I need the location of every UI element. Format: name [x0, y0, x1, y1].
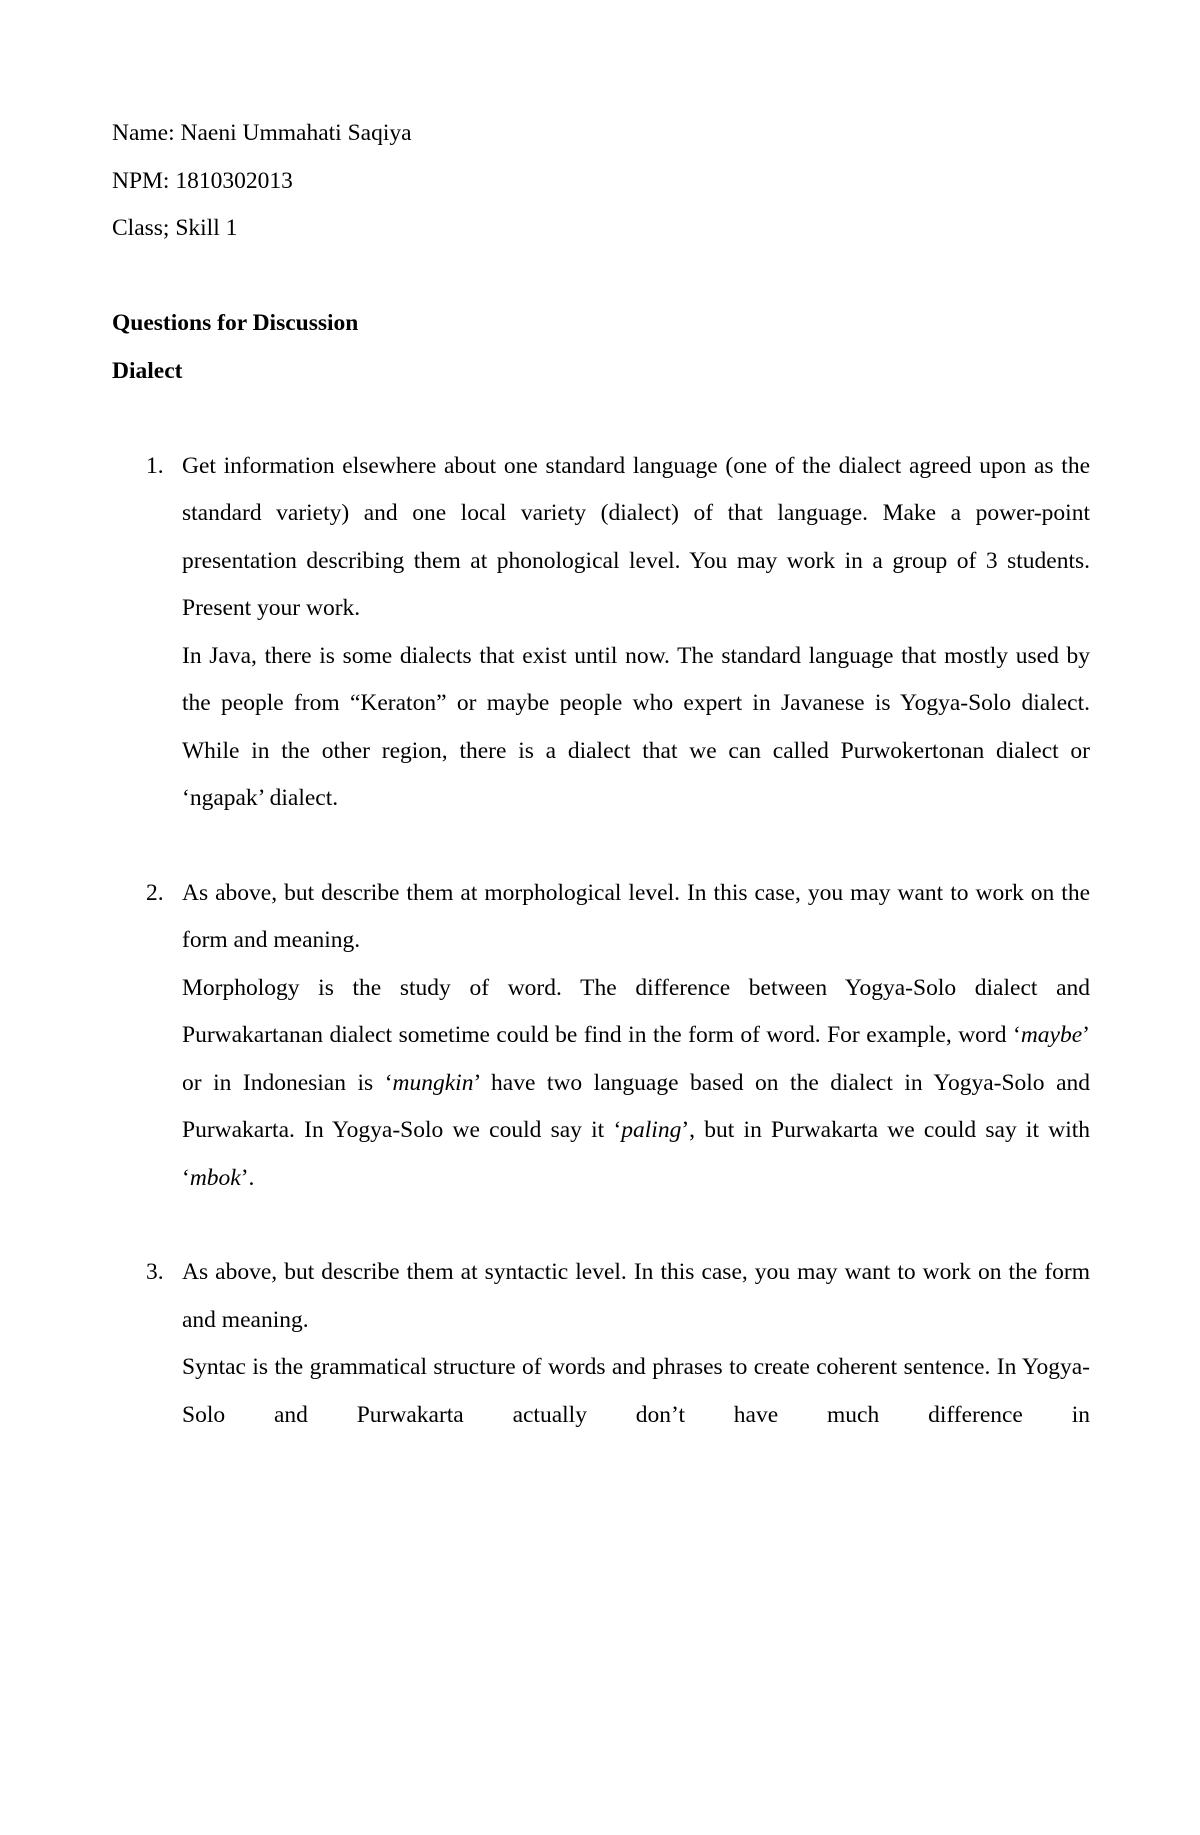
spacer [112, 253, 1090, 301]
question-number: 2. [146, 879, 164, 906]
student-class: Class; Skill 1 [112, 215, 238, 241]
answer-italic-term: maybe [1020, 1022, 1083, 1048]
question-text: As above, but describe them at morphological level. In this case, you may want to work on the form and meaning. [182, 879, 1090, 953]
section-subtitle: Dialect [112, 357, 183, 384]
question-text: As above, but describe them at syntactic level. In this case, you may want to work on the form and meaning. [182, 1259, 1090, 1333]
question-text: Get information elsewhere about one standard language (one of the dialect agreed upon as the standard variety) and one local variety (dialect) of that language. Make a power-point presentation describing them at phonological level. You may work in a group of 3 students. Present your work. [182, 452, 1090, 621]
question-item-2 [112, 870, 1090, 1203]
section-title: Questions for Discussion [112, 310, 359, 336]
answer-italic-term: paling [621, 1117, 682, 1143]
answer-text: Syntac is the grammatical structure of words and phrases to create coherent sentence. In Yogya-Solo and Purwakarta actually don’t have much difference in [182, 1354, 1090, 1428]
answer-text [182, 965, 1090, 1203]
question-item-1 [112, 443, 1090, 823]
question-number: 3. [146, 1259, 164, 1285]
answer-segment: ’ have two language based on the dialect in Yogya-Solo and Purwakarta. In Yogya-Solo we could say it ‘ [182, 1069, 1090, 1143]
answer-segment: ’, but in Purwakarta we could say it with ‘ [182, 1117, 1091, 1191]
document-page [112, 110, 1090, 1439]
spacer [112, 823, 1090, 870]
answer-segment: Morphology is the study of word. The difference between Yogya-Solo dialect and Purwakartanan dialect sometime could be find in the form of word. For example, word ‘ [182, 974, 1090, 1048]
question-list [112, 443, 1090, 1440]
answer-segment: ’ or in Indonesian is ‘ [182, 1022, 1090, 1096]
answer-italic-term: mbok [189, 1164, 241, 1191]
answer-italic-term: mungkin [392, 1069, 474, 1096]
answer-text: In Java, there is some dialects that exist until now. The standard language that mostly used by the people from “Keraton” or maybe people who expert in Javanese is Yogya-Solo dialect. While in the other region, there is a dialect that we can called Purwokertonan dialect or ‘ngapak’ dialect. [182, 642, 1090, 811]
student-npm: NPM: 1810302013 [112, 167, 293, 194]
spacer [112, 1202, 1090, 1249]
answer-segment: ’. [240, 1164, 255, 1191]
student-name: Name: Naeni Ummahati Saqiya [112, 120, 412, 146]
question-item-3 [112, 1249, 1090, 1439]
question-number: 1. [146, 452, 164, 479]
spacer [112, 395, 1090, 443]
